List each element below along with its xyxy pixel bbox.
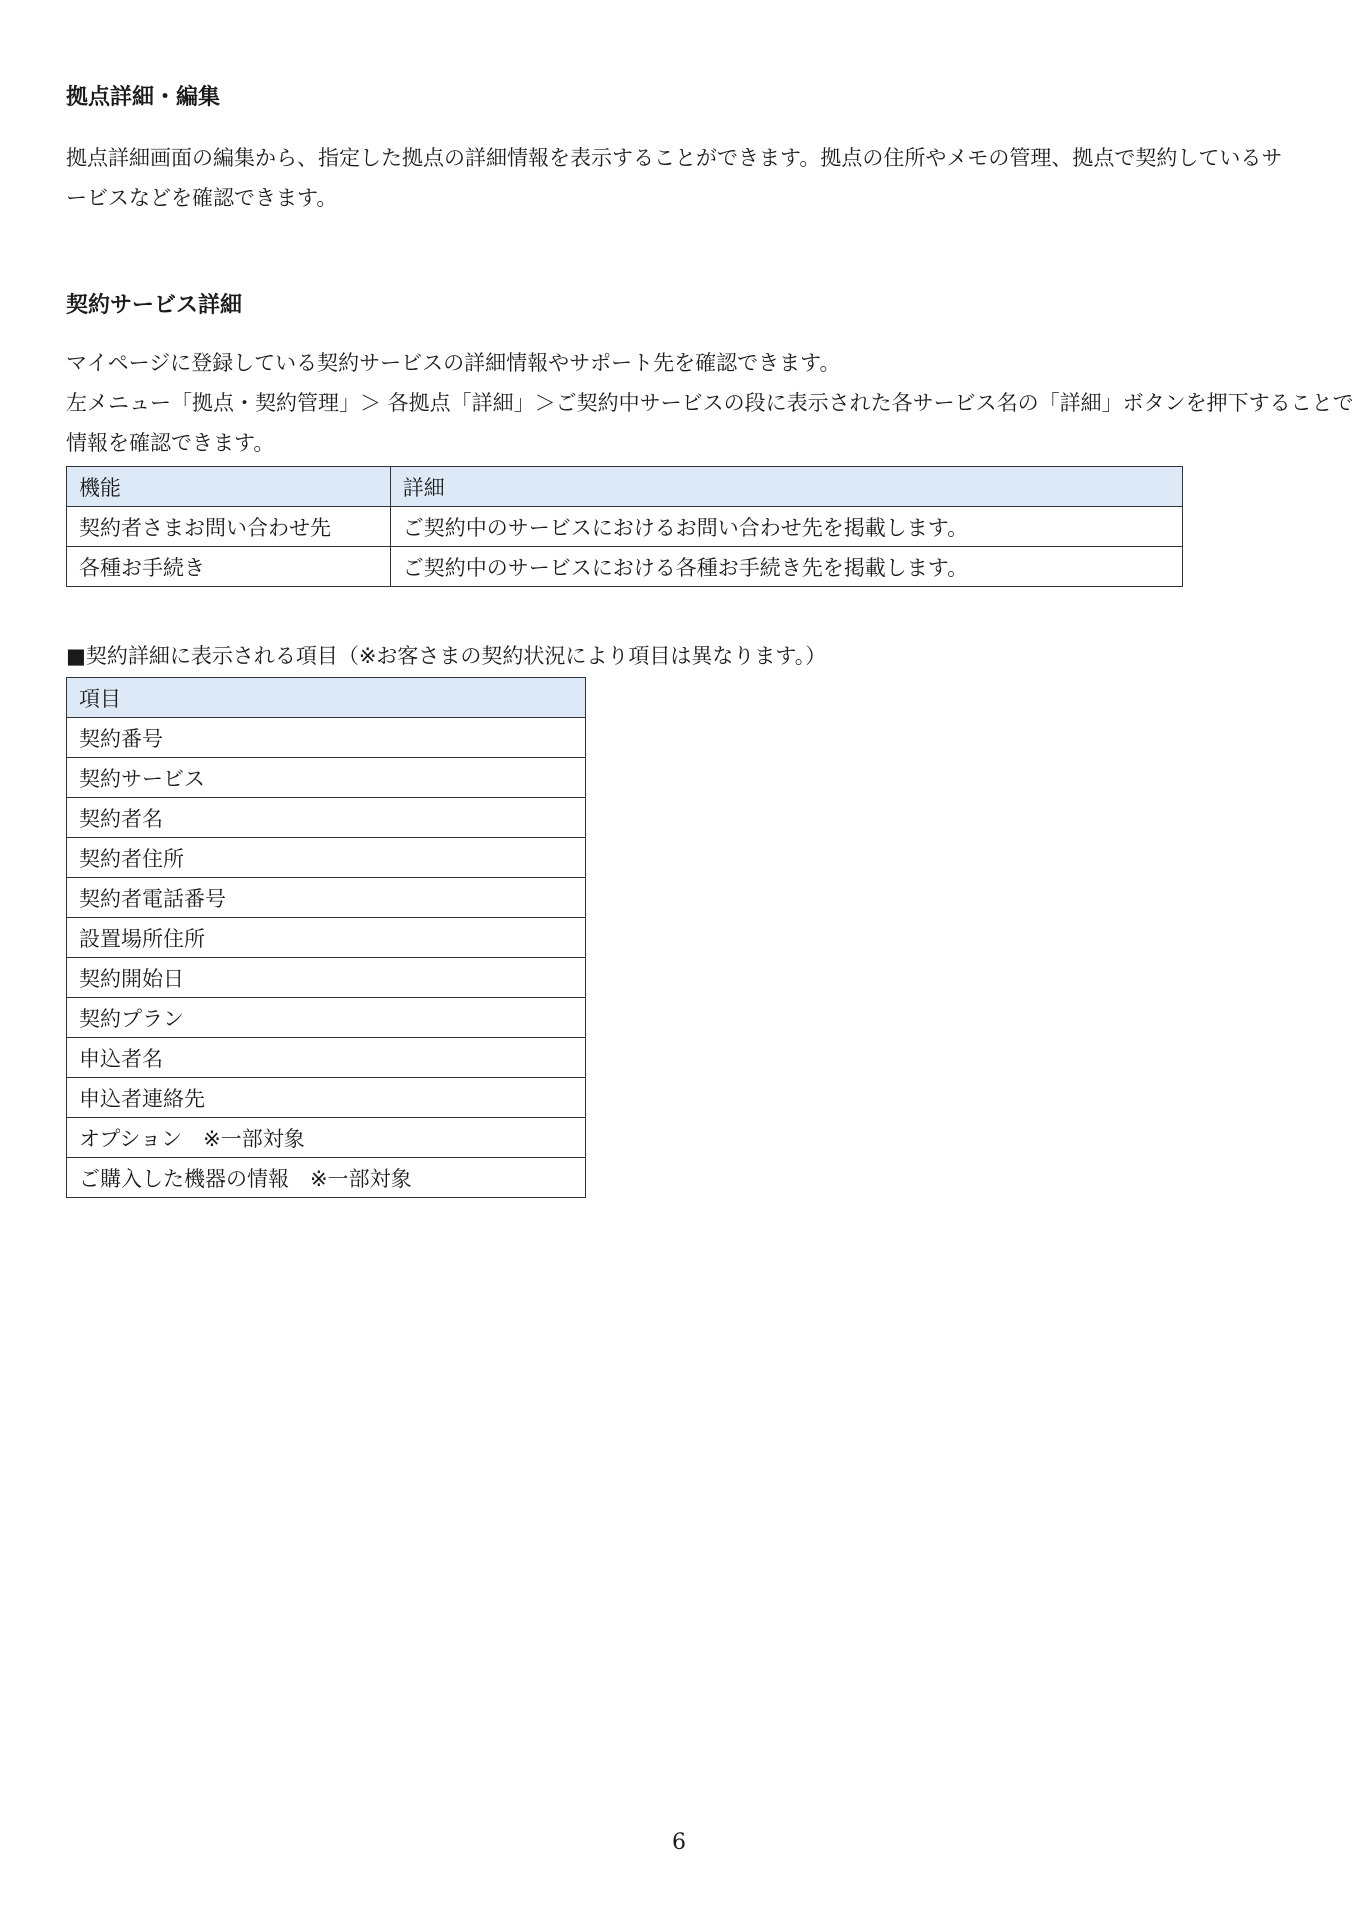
table-cell: 契約者さまお問い合わせ先: [67, 507, 391, 547]
table-row: [67, 998, 586, 1038]
table-row: [67, 878, 586, 918]
table-header-cell: 詳細: [390, 467, 1182, 507]
table-row: [67, 798, 586, 838]
paragraph-line: 情報を確認できます。: [66, 431, 275, 455]
section-heading-contract-service-detail: 契約サービス詳細: [66, 293, 243, 318]
table-row: [67, 718, 586, 758]
table-cell: ご契約中のサービスにおけるお問い合わせ先を掲載します。: [390, 507, 1182, 547]
paragraph-line: 拠点詳細画面の編集から、指定した拠点の詳細情報を表示することができます。拠点の住所やメモの管理、拠点で契約しているサ: [66, 146, 1283, 170]
function-table: [66, 466, 1183, 587]
paragraph-line: 左メニュー「拠点・契約管理」＞ 各拠点「詳細」＞ご契約中サービスの段に表示された各サービス名の「詳細」ボタンを押下することで: [66, 391, 1354, 415]
table-cell: 契約サービス: [67, 758, 586, 798]
section-heading-location-detail: 拠点詳細・編集: [66, 85, 221, 110]
table-row: [67, 1158, 586, 1198]
table-cell: 申込者連絡先: [67, 1078, 586, 1118]
table-row: [67, 838, 586, 878]
table-cell: 契約開始日: [67, 958, 586, 998]
table-row: [67, 1038, 586, 1078]
table-row: [67, 1118, 586, 1158]
items-table: [66, 677, 586, 1198]
table-cell: 契約者電話番号: [67, 878, 586, 918]
table-cell: 契約番号: [67, 718, 586, 758]
table-cell: 申込者名: [67, 1038, 586, 1078]
table-cell: ご購入した機器の情報 ※一部対象: [67, 1158, 586, 1198]
table-row: [67, 758, 586, 798]
table-row: [67, 547, 1183, 587]
page-number: 6: [672, 1830, 686, 1855]
table-header-row: [67, 467, 1183, 507]
table-cell: 契約者住所: [67, 838, 586, 878]
section-paragraph-location-detail: [66, 138, 1306, 218]
table-cell: 契約者名: [67, 798, 586, 838]
table-header-cell: 項目: [67, 678, 586, 718]
table-cell: オプション ※一部対象: [67, 1118, 586, 1158]
items-table-caption: ■契約詳細に表示される項目（※お客さまの契約状況により項目は異なります。）: [66, 644, 827, 668]
table-row: [67, 1078, 586, 1118]
table-cell: ご契約中のサービスにおける各種お手続き先を掲載します。: [390, 547, 1182, 587]
table-row: [67, 507, 1183, 547]
table-header-row: [67, 678, 586, 718]
table-header-cell: 機能: [67, 467, 391, 507]
table-cell: 設置場所住所: [67, 918, 586, 958]
table-row: [67, 918, 586, 958]
table-row: [67, 958, 586, 998]
paragraph-line: マイページに登録している契約サービスの詳細情報やサポート先を確認できます。: [66, 351, 841, 375]
paragraph-line: ービスなどを確認できます。: [66, 186, 338, 210]
table-cell: 各種お手続き: [67, 547, 391, 587]
section-paragraph-contract-service-detail: [66, 343, 1354, 463]
table-cell: 契約プラン: [67, 998, 586, 1038]
